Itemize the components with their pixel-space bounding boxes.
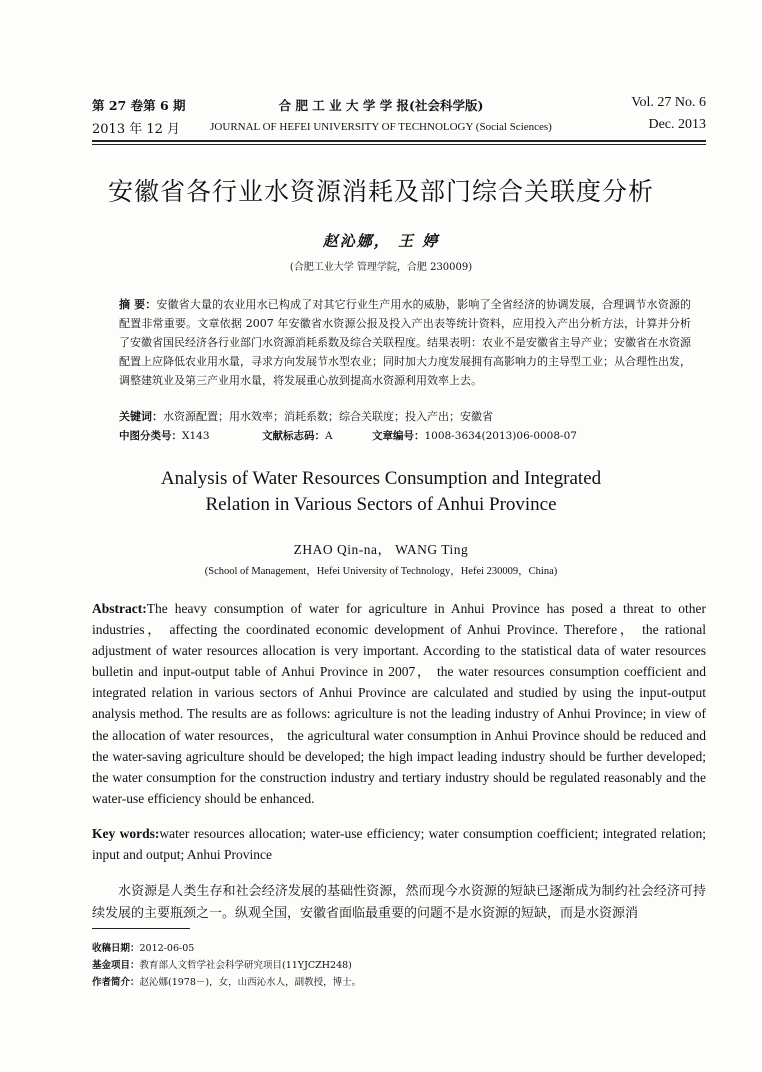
authors-en: ZHAO Qin-na， WANG Ting bbox=[293, 542, 469, 557]
body-paragraph: 水资源是人类生存和社会经济发展的基础性资源，然而现今水资源的短缺已逐渐成为制约社会经济可持续发展的主要瓶颈之一。纵观全国，安徽省面临最重要的问题不是水资源的短缺，而是水资源消 bbox=[92, 884, 706, 921]
affiliation-en: (School of Management，Hefei University of Technology，Hefei 230009，China) bbox=[204, 566, 558, 577]
fund-label: 基金项目： bbox=[92, 960, 140, 971]
abstract-cn-label: 摘 要： bbox=[119, 298, 157, 311]
received-value: 2012-06-05 bbox=[139, 943, 195, 954]
clc-value: X143 bbox=[182, 430, 210, 442]
clc-number bbox=[119, 428, 210, 443]
header-rule-thin bbox=[92, 144, 706, 145]
footnote-author bbox=[92, 974, 361, 988]
document-code bbox=[262, 428, 333, 443]
doc-label: 文献标志码： bbox=[262, 430, 325, 442]
affiliation-cn: (合肥工业大学 管理学院，合肥 230009) bbox=[289, 262, 473, 273]
clc-label: 中图分类号： bbox=[119, 430, 182, 442]
author-value: 赵沁娜(1978－)，女，山西沁水人，副教授，博士。 bbox=[139, 977, 362, 988]
abstract-en bbox=[92, 598, 706, 809]
authors-cn: 赵沁娜， 王 婷 bbox=[322, 232, 440, 250]
abstract-cn bbox=[119, 295, 691, 390]
keywords-cn-label: 关键词： bbox=[119, 410, 163, 423]
title-en-line2: Relation in Various Sectors of Anhui Province bbox=[205, 494, 557, 515]
keywords-en-label: Key words: bbox=[92, 826, 160, 841]
doc-value: A bbox=[325, 430, 333, 442]
volume-en: Vol. 27 No. 6 bbox=[631, 95, 706, 110]
abstract-en-text: The heavy consumption of water for agriculture in Anhui Province has posed a threat to other industries， affecting the coordinated economic development of Anhui Province. Therefore， the rational adjustment of water resources allocation is very important. According to the statistical data of water resources bulletin and input-output table of Anhui Province in 2007， the water resources consumption coefficient and integrated relation in various sectors of Anhui Province are calculated and studied by using the input-output analysis method. The results are as follows: agriculture is not the leading industry of Anhui Province; in view of the allocation of water resources， the agricultural water consumption in Anhui Province should be reduced and the water-saving agriculture should be developed; the high impact leading industry should be further developed; the water consumption for the construction industry and tertiary industry should be regulated reasonably and the water-use efficiency should be enhanced. bbox=[92, 601, 706, 806]
footnote-received bbox=[92, 940, 194, 954]
author-label: 作者简介： bbox=[92, 977, 140, 988]
journal-cn: 合 肥 工 业 大 学 学 报(社会科学版) bbox=[278, 98, 484, 113]
footnote-rule bbox=[92, 928, 190, 929]
abstract-en-label: Abstract: bbox=[92, 601, 147, 616]
date-cn: 2013 年 12 月 bbox=[92, 122, 181, 137]
keywords-cn bbox=[119, 408, 493, 424]
article-number bbox=[372, 428, 577, 443]
footnote-fund bbox=[92, 957, 352, 971]
keywords-cn-text: 水资源配置；用水效率；消耗系数；综合关联度；投入产出；安徽省 bbox=[163, 410, 493, 423]
fund-value: 教育部人文哲学社会科学研究项目(11YJCZH248) bbox=[139, 960, 352, 971]
volume-cn: 第 27 卷第 6 期 bbox=[92, 98, 186, 113]
journal-en: JOURNAL OF HEFEI UNIVERSITY OF TECHNOLOGY (Social Sciences) bbox=[210, 121, 552, 133]
date-en: Dec. 2013 bbox=[648, 117, 706, 132]
title-cn: 安徽省各行业水资源消耗及部门综合关联度分析 bbox=[107, 177, 654, 206]
article-label: 文章编号： bbox=[372, 430, 425, 442]
abstract-cn-text: 安徽省大量的农业用水已构成了对其它行业生产用水的威胁，影响了全省经济的协调发展，合理调节水资源的配置非常重要。文章依据 2007 年安徽省水资源公报及投入产出表等统计资料，应用投入产出分析方法，计算并分析了安徽省国民经济各行业部门水资源消耗系数及综合关联程度。结果表明：农业不是安徽省主导产业；安徽省在水资源配置上应降低农业用水量，寻求方向发展节水型农业；同时加大力度发展拥有高影响力的主导型工业；从合理性出发，调整建筑业及第三产业用水量，将发展重心放到提高水资源利用效率上去。 bbox=[119, 298, 691, 387]
received-label: 收稿日期： bbox=[92, 943, 140, 954]
article-value: 1008-3634(2013)06-0008-07 bbox=[424, 430, 577, 442]
header-rule-thick bbox=[92, 140, 706, 142]
keywords-en-text: water resources allocation; water-use efficiency; water consumption coefficient; integrated relation; input and output; Anhui Province bbox=[92, 826, 706, 863]
title-en-line1: Analysis of Water Resources Consumption and Integrated bbox=[160, 468, 602, 489]
keywords-en bbox=[92, 823, 706, 865]
